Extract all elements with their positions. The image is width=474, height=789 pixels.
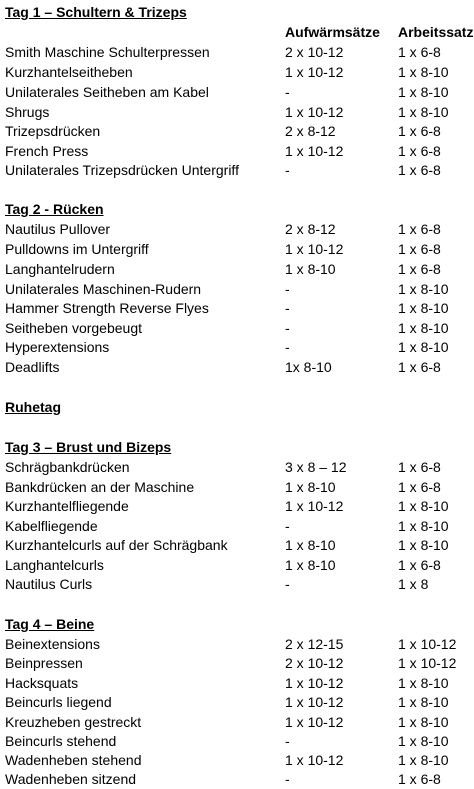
exercise-name: Unilaterales Maschinen-Rudern	[5, 281, 202, 297]
work-sets: 1 x 8-10	[398, 84, 449, 100]
warmup-sets: 1x 8-10	[285, 359, 332, 375]
table-row	[5, 83, 474, 102]
table-row	[5, 497, 474, 516]
day4-heading	[5, 615, 474, 634]
exercise-name: Kreuzheben gestreckt	[5, 714, 142, 730]
exercise-name: Wadenheben stehend	[5, 752, 142, 768]
table-row	[5, 536, 474, 555]
work-sets: 1 x 6-8	[398, 143, 441, 159]
table-row	[5, 142, 474, 161]
exercise-name: Kurzhantelfliegende	[5, 498, 129, 514]
exercise-name: Beincurls liegend	[5, 694, 112, 710]
warmup-sets: 2 x 12-15	[285, 636, 344, 652]
work-sets: 1 x 6-8	[398, 771, 441, 787]
day1-title: Tag 1 – Schultern & Trizeps	[5, 4, 187, 20]
exercise-name: Wadenheben sitzend	[5, 771, 137, 787]
table-row	[5, 338, 474, 357]
exercise-name: Beinextensions	[5, 636, 100, 652]
column-header-row	[5, 23, 474, 42]
exercise-name: Langhantelcurls	[5, 557, 104, 573]
work-sets: 1 x 6-8	[398, 241, 441, 257]
work-sets: 1 x 8-10	[398, 714, 449, 730]
warmup-sets: 2 x 8-12	[285, 123, 336, 139]
exercise-name: Smith Maschine Schulterpressen	[5, 44, 210, 60]
table-row	[5, 240, 474, 259]
work-sets: 1 x 8-10	[398, 64, 449, 80]
table-row	[5, 751, 474, 770]
day3-heading	[5, 438, 474, 457]
warmup-sets: -	[285, 733, 290, 749]
work-sets: 1 x 6-8	[398, 557, 441, 573]
warmup-sets: 1 x 10-12	[285, 752, 344, 768]
table-row	[5, 556, 474, 575]
work-sets: 1 x 8-10	[398, 733, 449, 749]
work-sets: 1 x 6-8	[398, 123, 441, 139]
work-sets: 1 x 6-8	[398, 162, 441, 178]
exercise-name: Trizepsdrücken	[5, 123, 101, 139]
table-row	[5, 674, 474, 693]
column-header-work: Arbeitssatz	[398, 24, 474, 40]
exercise-name: Nautilus Curls	[5, 576, 93, 592]
table-row	[5, 693, 474, 712]
table-row	[5, 358, 474, 377]
warmup-sets: 1 x 10-12	[285, 143, 344, 159]
warmup-sets: 2 x 8-12	[285, 221, 336, 237]
exercise-name: Beinpressen	[5, 655, 83, 671]
work-sets: 1 x 6-8	[398, 261, 441, 277]
table-row	[5, 635, 474, 654]
warmup-sets: 2 x 10-12	[285, 655, 344, 671]
day2-heading	[5, 200, 474, 219]
work-sets: 1 x 8-10	[398, 675, 449, 691]
exercise-name: Kabelfliegende	[5, 518, 98, 534]
warmup-sets: 1 x 10-12	[285, 498, 344, 514]
work-sets: 1 x 6-8	[398, 359, 441, 375]
table-row	[5, 63, 474, 82]
warmup-sets: 1 x 10-12	[285, 64, 344, 80]
table-row	[5, 299, 474, 318]
work-sets: 1 x 8-10	[398, 694, 449, 710]
exercise-name: French Press	[5, 143, 89, 159]
warmup-sets: 1 x 8-10	[285, 537, 336, 553]
warmup-sets: 1 x 10-12	[285, 714, 344, 730]
work-sets: 1 x 8-10	[398, 104, 449, 120]
day2-title: Tag 2 - Rücken	[5, 201, 104, 217]
exercise-name: Langhantelrudern	[5, 261, 115, 277]
work-sets: 1 x 8-10	[398, 281, 449, 297]
warmup-sets: -	[285, 518, 290, 534]
table-row	[5, 654, 474, 673]
work-sets: 1 x 6-8	[398, 44, 441, 60]
table-row	[5, 770, 474, 789]
warmup-sets: 1 x 10-12	[285, 104, 344, 120]
work-sets: 1 x 8-10	[398, 339, 449, 355]
warmup-sets: -	[285, 576, 290, 592]
table-row	[5, 478, 474, 497]
work-sets: 1 x 10-12	[398, 655, 457, 671]
warmup-sets: -	[285, 162, 290, 178]
exercise-name: Deadlifts	[5, 359, 60, 375]
table-row	[5, 161, 474, 180]
table-row	[5, 280, 474, 299]
work-sets: 1 x 8-10	[398, 752, 449, 768]
table-row	[5, 713, 474, 732]
day4-title: Tag 4 – Beine	[5, 616, 95, 632]
warmup-sets: 1 x 8-10	[285, 261, 336, 277]
exercise-name: Unilaterales Trizepsdrücken Untergriff	[5, 162, 239, 178]
table-row	[5, 319, 474, 338]
warmup-sets: 1 x 10-12	[285, 241, 344, 257]
day3-title: Tag 3 – Brust und Bizeps	[5, 439, 172, 455]
exercise-name: Hyperextensions	[5, 339, 110, 355]
exercise-name: Beincurls stehend	[5, 733, 117, 749]
exercise-name: Seitheben vorgebeugt	[5, 320, 142, 336]
table-row	[5, 517, 474, 536]
work-sets: 1 x 8-10	[398, 300, 449, 316]
exercise-name: Kurzhantelseitheben	[5, 64, 133, 80]
warmup-sets: -	[285, 339, 290, 355]
exercise-name: Shrugs	[5, 104, 50, 120]
day1-heading	[5, 3, 474, 22]
exercise-name: Unilaterales Seitheben am Kabel	[5, 84, 209, 100]
warmup-sets: -	[285, 281, 290, 297]
warmup-sets: 1 x 10-12	[285, 694, 344, 710]
work-sets: 1 x 8	[398, 576, 429, 592]
rest-day-heading	[5, 398, 474, 417]
warmup-sets: 1 x 8-10	[285, 479, 336, 495]
exercise-name: Schrägbankdrücken	[5, 459, 130, 475]
exercise-name: Bankdrücken an der Maschine	[5, 479, 195, 495]
table-row	[5, 103, 474, 122]
warmup-sets: -	[285, 320, 290, 336]
work-sets: 1 x 6-8	[398, 479, 441, 495]
warmup-sets: -	[285, 300, 290, 316]
warmup-sets: 1 x 8-10	[285, 557, 336, 573]
warmup-sets: -	[285, 771, 290, 787]
table-row	[5, 122, 474, 141]
table-row	[5, 220, 474, 239]
work-sets: 1 x 8-10	[398, 537, 449, 553]
work-sets: 1 x 6-8	[398, 459, 441, 475]
exercise-name: Kurzhantelcurls auf der Schrägbank	[5, 537, 228, 553]
table-row	[5, 260, 474, 279]
work-sets: 1 x 8-10	[398, 518, 449, 534]
table-row	[5, 458, 474, 477]
table-row	[5, 43, 474, 62]
rest-day-title: Ruhetag	[5, 399, 61, 415]
column-header-warmup: Aufwärmsätze	[285, 24, 380, 40]
exercise-name: Nautilus Pullover	[5, 221, 111, 237]
work-sets: 1 x 8-10	[398, 498, 449, 514]
warmup-sets: 2 x 10-12	[285, 44, 344, 60]
exercise-name: Pulldowns im Untergriff	[5, 241, 149, 257]
work-sets: 1 x 6-8	[398, 221, 441, 237]
exercise-name: Hammer Strength Reverse Flyes	[5, 300, 209, 316]
work-sets: 1 x 10-12	[398, 636, 457, 652]
warmup-sets: 1 x 10-12	[285, 675, 344, 691]
warmup-sets: -	[285, 84, 290, 100]
table-row	[5, 732, 474, 751]
table-row	[5, 575, 474, 594]
work-sets: 1 x 8-10	[398, 320, 449, 336]
warmup-sets: 3 x 8 – 12	[285, 459, 347, 475]
exercise-name: Hacksquats	[5, 675, 79, 691]
